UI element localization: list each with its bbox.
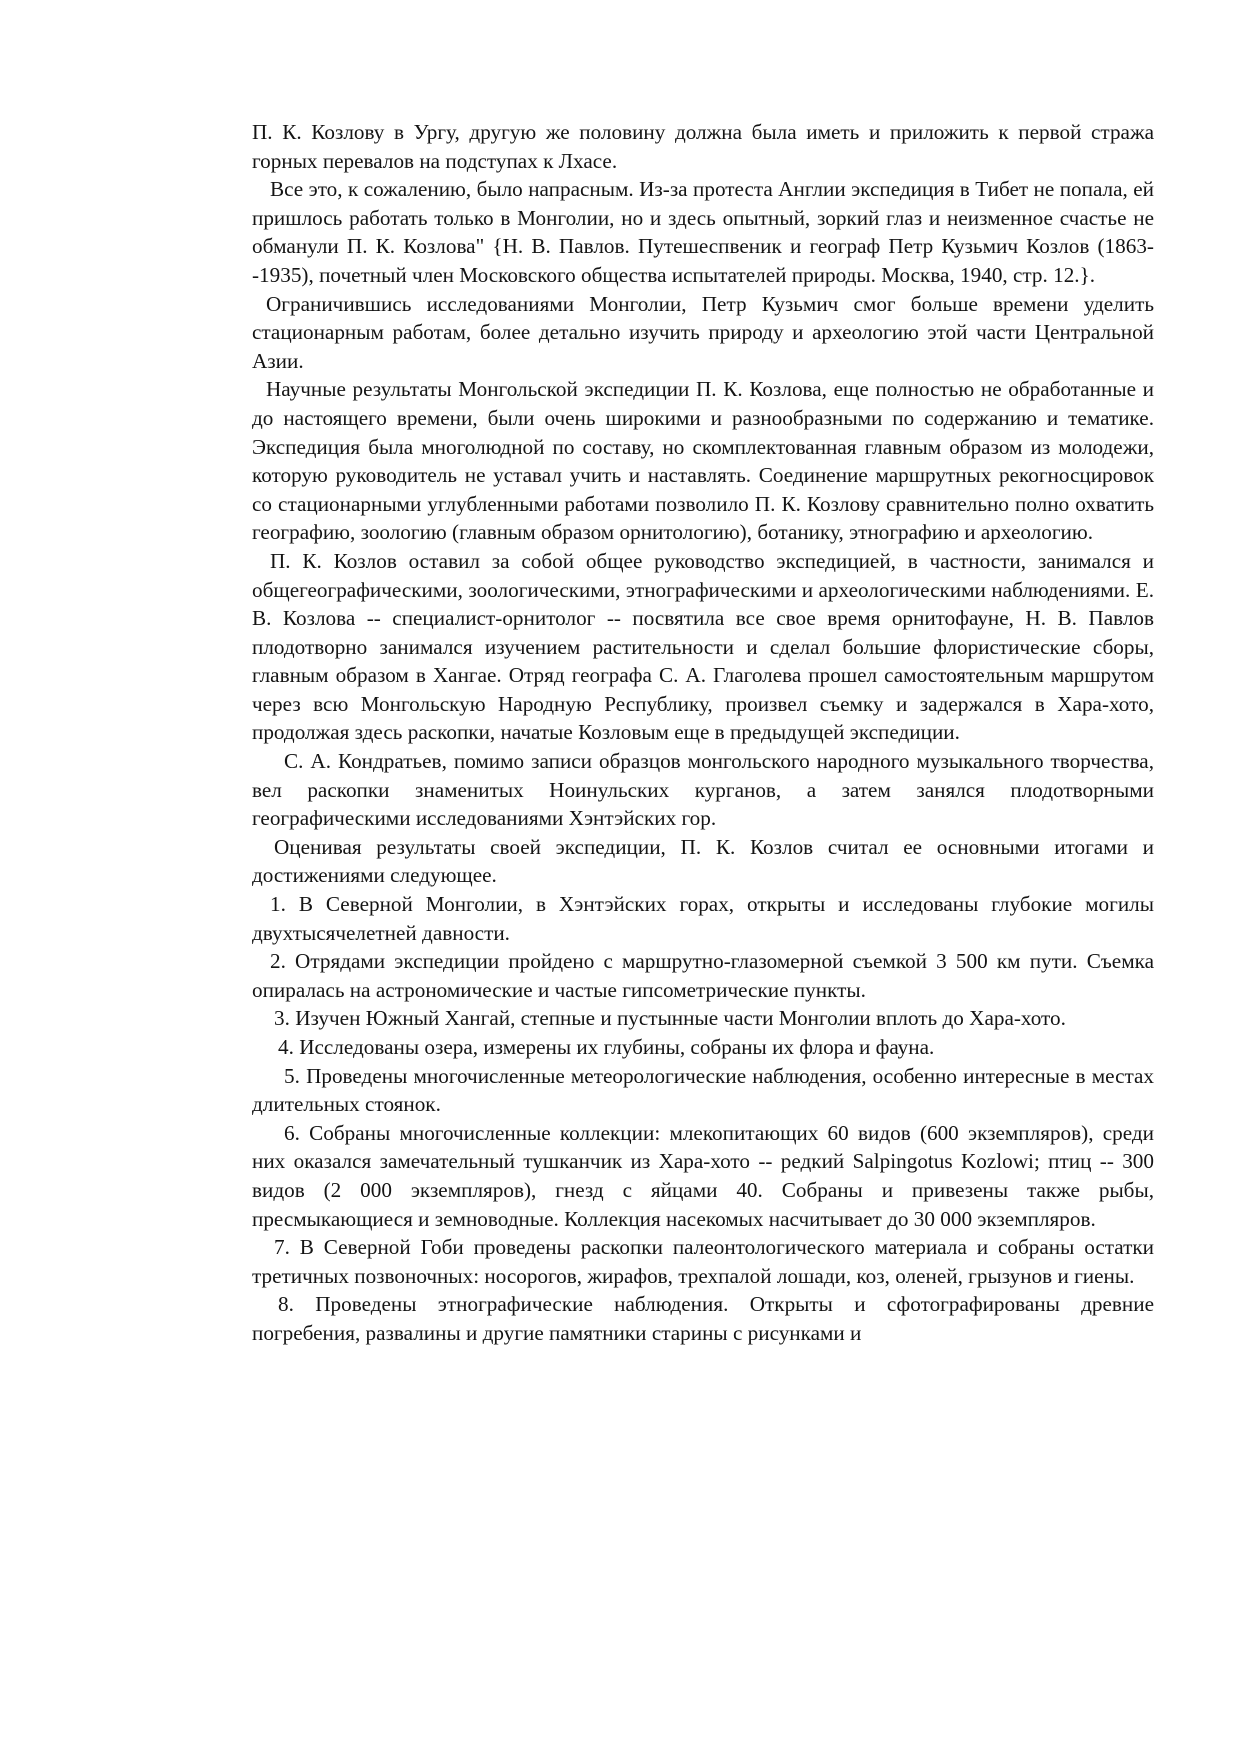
list-item-1: 1. В Северной Монголии, в Хэнтэйских горах, открыты и исследованы глубокие могилы двухтысячелетней давности. xyxy=(252,892,1154,945)
paragraph-2: Все это, к сожалению, было напрасным. Из-за протеста Англии экспедиция в Тибет не попала, ей пришлось работать только в Монголии, но и здесь опытный, зоркий глаз и неизменное счастье не обманули П. К. Козлова" {Н. В. Павлов. Путешеспвеник и географ Петр Кузьмич Козлов (1863--1935), почетный член Московского общества испытателей природы. Москва, 1940, стр. 12.}. xyxy=(252,177,1154,287)
paragraph-6: С. А. Кондратьев, помимо записи образцов монгольского народного музыкального творчества, вел раскопки знаменитых Ноинульских курганов, а затем занялся плодотворными географическими исследованиями Хэнтэйских гор. xyxy=(252,749,1154,831)
paragraph-5: П. К. Козлов оставил за собой общее руководство экспедицией, в частности, занимался и общегеографическими, зоологическими, этнографическими и археологическими наблюдениями. Е. В. Козлова -- специалист-орнитолог -- посвятила все свое время орнитофауне, Н. В. Павлов плодотворно занимался изучением растительности и сделал большие флористические сборы, главным образом в Хангае. Отряд географа С. А. Глаголева прошел самостоятельным маршрутом через всю Монгольскую Народную Республику, произвел съемку и задержался в Хара-хото, продолжая здесь раскопки, начатые Козловым еще в предыдущей экспедиции. xyxy=(252,548,1154,745)
paragraph-4: Научные результаты Монгольской экспедиции П. К. Козлова, еще полностью не обработанные и до настоящего времени, были очень широкими и разнообразными по содержанию и тематике. Экспедиция была многолюдной по составу, но скомплектованная главным образом из молодежи, которую руководитель не уставал учить и наставлять. Соединение маршрутных рекогносцировок со стационарными углубленными работами позволило П. К. Козлову сравнительно полно охватить географию, зоологию (главным образом орнитологию), ботанику, этнографию и археологию. xyxy=(252,377,1154,545)
list-item-6: 6. Собраны многочисленные коллекции: млекопитающих 60 видов (600 экземпляров), среди них оказался замечательный тушканчик из Хара-хото -- редкий Salpingotus Kozlowi; птиц -- 300 видов (2 000 экземпляров), гнезд с яйцами 40. Собраны и привезены также рыбы, пресмыкающиеся и земноводные. Коллекция насекомых насчитывает до 30 000 экземпляров. xyxy=(252,1120,1154,1231)
list-item-5: 5. Проведены многочисленные метеорологические наблюдения, особенно интересные в местах длительных стоянок. xyxy=(252,1063,1154,1117)
list-item-4: 4. Исследованы озера, измерены их глубины, собраны их флора и фауна. xyxy=(278,1035,935,1059)
list-item-3: 3. Изучен Южный Хангай, степные и пустынные части Монголии вплоть до Хара-хото. xyxy=(274,1006,1066,1031)
list-item-8: 8. Проведены этнографические наблюдения. Открыты и сфотографированы древние погребения, развалины и другие памятники старины с рисунками и xyxy=(252,1292,1154,1345)
paragraph-3: Ограничившись исследованиями Монголии, Петр Кузьмич смог больше времени уделить стационарным работам, более детально изучить природу и археологию этой части Центральной Азии. xyxy=(252,291,1154,373)
paragraph-1: П. К. Козлову в Ургу, другую же половину должна была иметь и приложить к первой стража горных перевалов на подступах к Лхасе. xyxy=(252,120,1154,173)
paragraph-7: Оценивая результаты своей экспедиции, П. К. Козлов считал ее основными итогами и достижениями следующее. xyxy=(252,834,1154,888)
list-item-7: 7. В Северной Гоби проведены раскопки палеонтологического материала и собраны остатки третичных позвоночных: носорогов, жирафов, трехпалой лошади, коз, оленей, грызунов и гиены. xyxy=(252,1235,1154,1288)
document-page xyxy=(252,118,1154,1348)
list-item-2: 2. Отрядами экспедиции пройдено с маршрутно-глазомерной съемкой 3 500 км пути. Съемка опиралась на астрономические и частые гипсометрические пункты. xyxy=(252,949,1154,1002)
